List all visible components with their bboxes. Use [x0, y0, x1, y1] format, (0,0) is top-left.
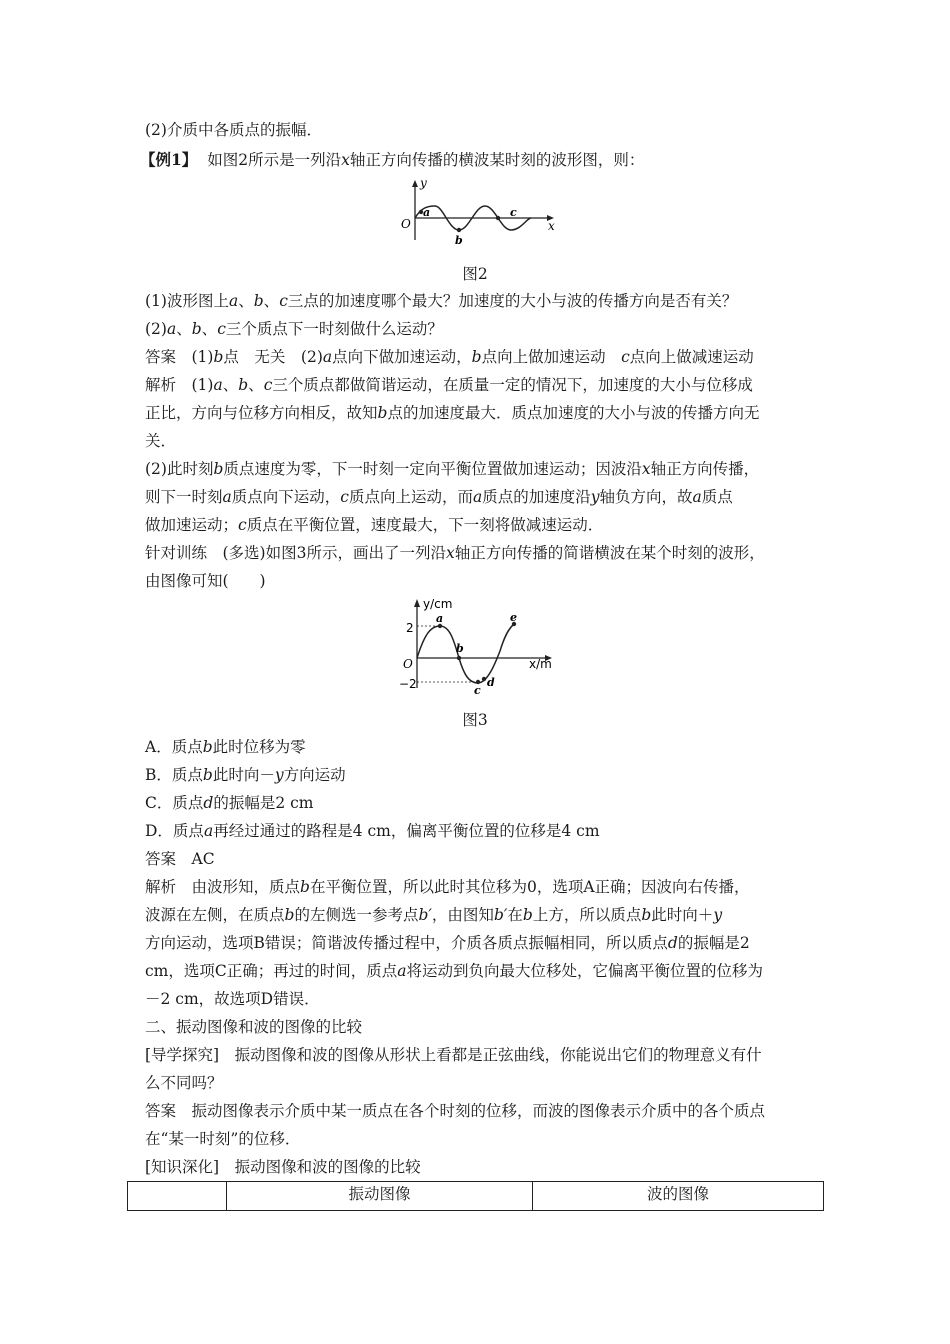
point-a-label: a — [436, 612, 444, 625]
point-c-label: c — [474, 684, 481, 696]
option-d: D．质点a再经过通过的路程是4 cm，偏离平衡位置的位移是4 cm — [145, 822, 600, 840]
example-tag: 【例1】 — [140, 150, 198, 169]
analysis-2-line-5: －2 cm，故选项D错误． — [145, 990, 320, 1008]
origin-label: O — [403, 657, 413, 671]
knowledge-deepening: [知识深化] 振动图像和波的图像的比较 — [145, 1158, 421, 1176]
practice-question-line-2: 由图像可知( ) — [145, 572, 266, 590]
comparison-table — [127, 1181, 824, 1211]
analysis-1-line-2: 正比，方向与位移方向相反，故知b点的加速度最大．质点加速度的大小与波的传播方向无 — [145, 404, 760, 422]
answer-2: 答案 AC — [145, 850, 215, 868]
tick-label-negative: −2 — [399, 677, 417, 691]
point-d-label: d — [487, 676, 495, 689]
practice-question-line-1: 针对训练 (多选)如图3所示，画出了一列沿x轴正方向传播的简谐横波在某个时刻的波形， — [145, 544, 765, 562]
analysis-2-line-2: 波源在左侧，在质点b的左侧选一参考点b′，由图知b′在b上方，所以质点b此时向＋y — [145, 906, 723, 924]
point-b-dot — [457, 228, 461, 232]
figure-2-wave-graph — [395, 178, 565, 252]
analysis-2-line-3: 方向运动，选项B错误；简谐波传播过程中，介质各质点振幅相同，所以质点d的振幅是2 — [145, 934, 750, 952]
point-e-label: e — [510, 611, 517, 624]
x-axis-label: x/m — [529, 657, 552, 671]
analysis-1-line-1: 解析 (1)a、b、c三个质点都做简谐运动，在质量一定的情况下，加速度的大小与位移成 — [145, 376, 753, 394]
analysis-1-line-5: 则下一时刻a质点向下运动，c质点向上运动，而a质点的加速度沿y轴负方向，故a质点 — [145, 488, 733, 506]
table-header-vibration-graph: 振动图像 — [227, 1182, 533, 1211]
point-a-label: a — [423, 206, 431, 219]
point-b-label: b — [455, 234, 463, 247]
y-axis-label: y — [420, 178, 427, 190]
analysis-1-line-4: (2)此时刻b质点速度为零，下一时刻一定向平衡位置做加速运动；因波沿x轴正方向传播， — [145, 460, 760, 478]
guided-answer-line-1: 答案 振动图像表示介质中某一质点在各个时刻的位移，而波的图像表示介质中的各个质点 — [145, 1102, 766, 1120]
point-d-dot — [482, 677, 486, 681]
y-axis-arrow — [412, 180, 418, 187]
y-axis-label: y/cm — [423, 597, 453, 611]
figure-3-caption: 图3 — [462, 711, 488, 729]
text-line: (2)介质中各质点的振幅． — [145, 121, 322, 139]
guided-inquiry-line-1: [导学探究] 振动图像和波的图像从形状上看都是正弦曲线，你能说出它们的物理意义有什 — [145, 1046, 762, 1064]
x-axis-label: x — [548, 219, 555, 233]
figure-3-wave-graph — [392, 596, 562, 696]
section-heading-2: 二、振动图像和波的图像的比较 — [145, 1018, 363, 1036]
analysis-1-line-3: 关． — [145, 432, 177, 450]
point-b-label: b — [456, 642, 464, 655]
option-a: A．质点b此时位移为零 — [145, 738, 306, 756]
analysis-2-line-1: 解析 由波形知，质点b在平衡位置，所以此时其位移为0，选项A正确；因波向右传播， — [145, 878, 750, 896]
analysis-2-line-4: cm，选项C正确；再过的时间，质点a将运动到负向最大位移处，它偏离平衡位置的位移为 — [145, 962, 764, 980]
y-axis-arrow — [414, 599, 420, 607]
point-c-dot — [496, 216, 500, 220]
question-2: (2)a、b、c三个质点下一时刻做什么运动？ — [145, 320, 443, 338]
tick-label-positive: 2 — [406, 621, 414, 635]
question-1: (1)波形图上a、b、c三点的加速度哪个最大？加速度的大小与波的传播方向是否有关？ — [145, 292, 738, 310]
point-c-label: c — [510, 206, 517, 219]
table-header-row — [128, 1182, 824, 1211]
origin-label: O — [401, 217, 411, 231]
option-c: C．质点d的振幅是2 cm — [145, 794, 314, 812]
table-header-wave-graph: 波的图像 — [533, 1182, 824, 1211]
wave-curve — [417, 624, 514, 683]
option-b: B．质点b此时向－y方向运动 — [145, 766, 346, 784]
example-1-question: 【例1】 如图2所示是一列沿x轴正方向传播的横波某时刻的波形图，则： — [140, 150, 645, 169]
table-header-empty — [128, 1182, 227, 1211]
guided-inquiry-line-2: 么不同吗？ — [145, 1074, 223, 1092]
figure-2-caption: 图2 — [462, 265, 488, 283]
analysis-1-line-6: 做加速运动；c质点在平衡位置，速度最大，下一刻将做减速运动． — [145, 516, 604, 534]
guided-answer-line-2: 在“某一时刻”的位移． — [145, 1130, 301, 1148]
answer-1: 答案 (1)b点 无关 (2)a点向下做加速运动，b点向上做加速运动 c点向上做减速运动 — [145, 348, 754, 366]
point-b-dot — [457, 656, 461, 660]
